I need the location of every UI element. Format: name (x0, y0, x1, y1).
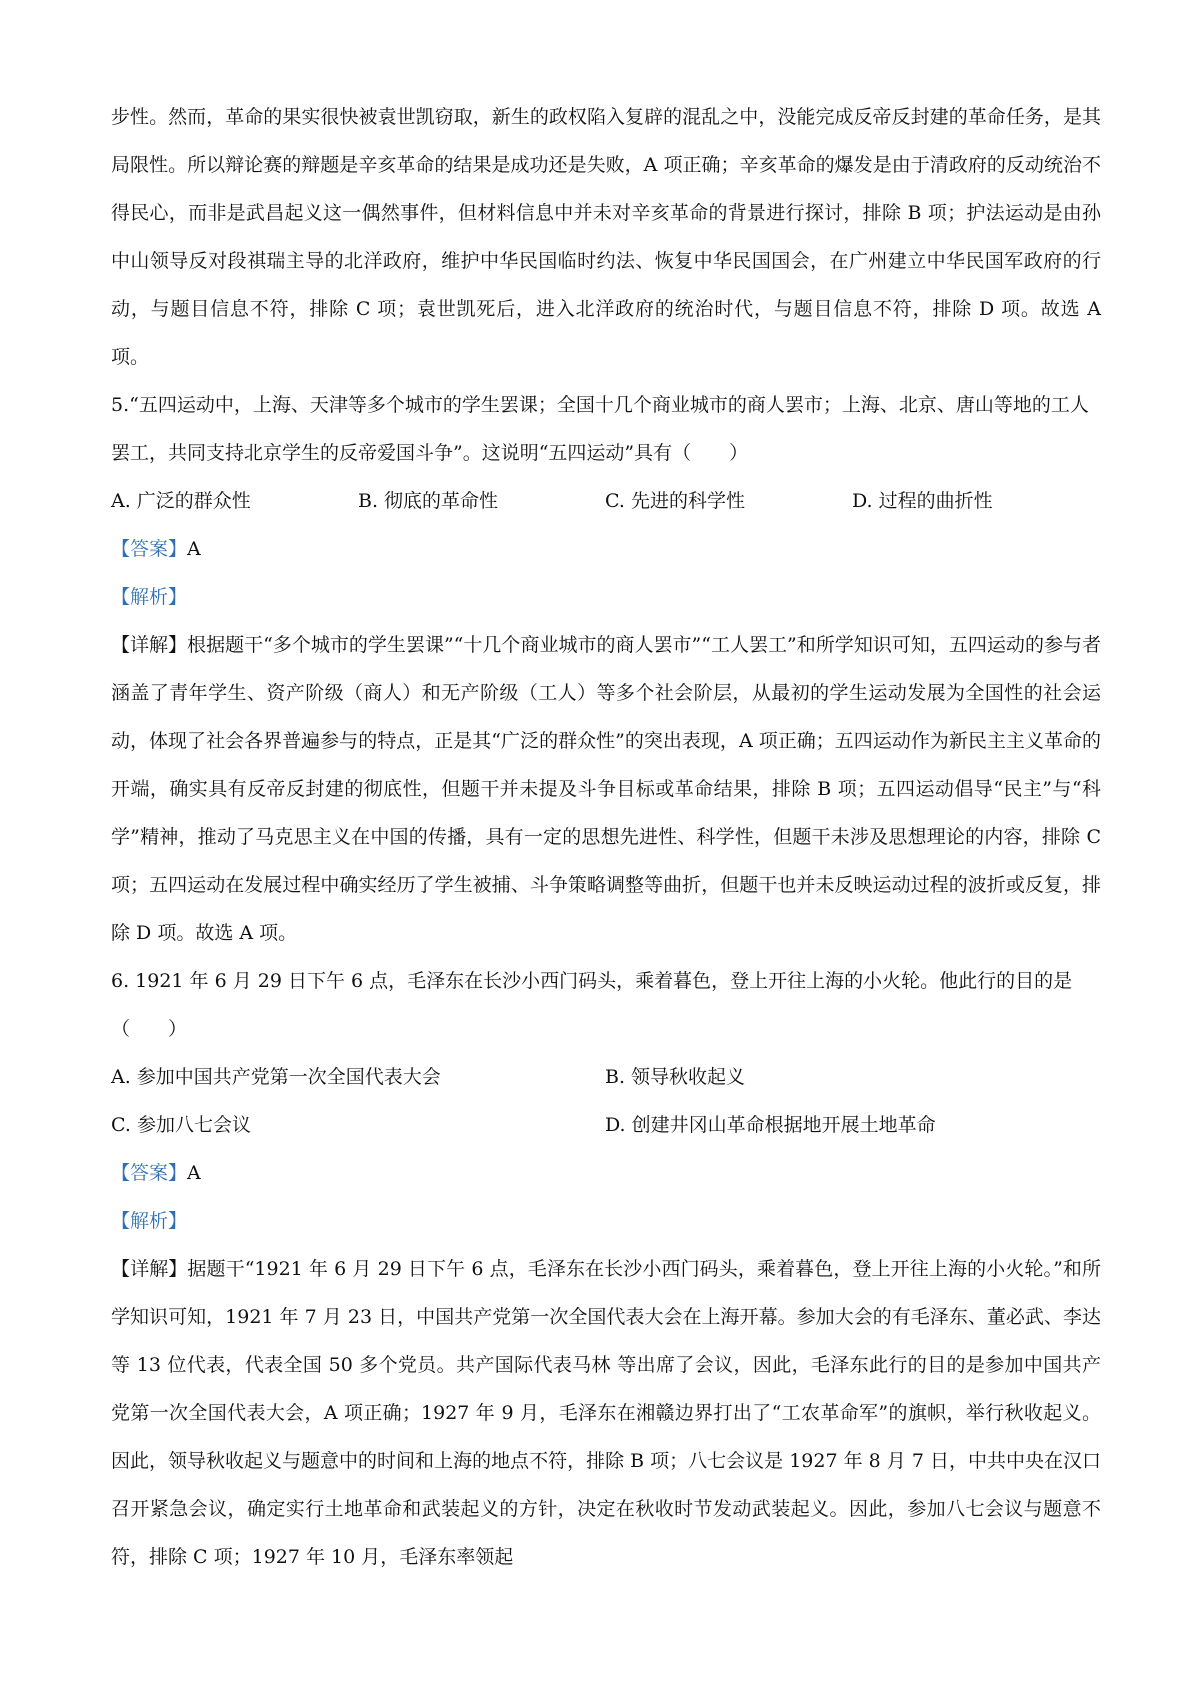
question-6-analysis-heading (111, 1197, 1101, 1245)
question-5-option-a: A. 广泛的群众性 (111, 490, 251, 512)
analysis-tag: 【解析】 (111, 1210, 188, 1232)
question-6-stem: 6. 1921 年 6 月 29 日下午 6 点，毛泽东在长沙小西门码头，乘着暮色，登上开往上海的小火轮。他此行的目的是（ ） (111, 970, 1073, 1040)
answer-tag: 【答案】 (111, 1162, 188, 1184)
answer-tag: 【答案】 (111, 538, 188, 560)
question-6-options-row-2 (111, 1101, 1101, 1149)
document-content (111, 93, 1101, 1581)
previous-explanation-paragraph: 步性。然而，革命的果实很快被袁世凯窃取，新生的政权陷入复辟的混乱之中，没能完成反帝反封建的革命任务，是其局限性。所以辩论赛的辩题是辛亥革命的结果是成功还是失败，A 项正确；辛亥革命的爆发是由于清政府的反动统治不得民心，而非是武昌起义这一偶然事件，但材料信息中并未对辛亥革命的背景进行探讨，排除 B 项；护法运动是由孙中山领导反对段祺瑞主导的北洋政府，维护中华民国临时约法、恢复中华民国国会，在广州建立中华民国军政府的行动，与题目信息不符，排除 C 项；袁世凯死后，进入北洋政府的统治时代，与题目信息不符，排除 D 项。故选 A 项。 (111, 106, 1101, 368)
question-6-option-b: B. 领导秋收起义 (605, 1066, 746, 1088)
question-6-option-d: D. 创建井冈山革命根据地开展土地革命 (605, 1114, 936, 1136)
answer-value: A (187, 1162, 201, 1184)
question-5-option-c: C. 先进的科学性 (605, 490, 745, 512)
question-5-stem: 5.“五四运动中，上海、天津等多个城市的学生罢课；全国十几个商业城市的商人罢市；上海、北京、唐山等地的工人罢工，共同支持北京学生的反帝爱国斗争”。这说明“五四运动”具有（ ） (111, 394, 1089, 464)
question-5-options (111, 477, 1101, 525)
question-6-options-row-1 (111, 1053, 1101, 1101)
question-5-detail: 【详解】根据题干“多个城市的学生罢课”“十几个商业城市的商人罢市”“工人罢工”和所学知识可知，五四运动的参与者涵盖了青年学生、资产阶级（商人）和无产阶级（工人）等多个社会阶层，从最初的学生运动发展为全国性的社会运动，体现了社会各界普遍参与的特点，正是其“广泛的群众性”的突出表现，A 项正确；五四运动作为新民主主义革命的开端，确实具有反帝反封建的彻底性，但题干并未提及斗争目标或革命结果，排除 B 项；五四运动倡导“民主”与“科学”精神，推动了马克思主义在中国的传播，具有一定的思想先进性、科学性，但题干未涉及思想理论的内容，排除 C 项；五四运动在发展过程中确实经历了学生被捕、斗争策略调整等曲折，但题干也并未反映运动过程的波折或反复，排除 D 项。故选 A 项。 (111, 634, 1101, 944)
question-6-option-c: C. 参加八七会议 (111, 1114, 251, 1136)
analysis-tag: 【解析】 (111, 586, 188, 608)
question-6-option-a: A. 参加中国共产党第一次全国代表大会 (111, 1066, 441, 1088)
question-5-analysis-heading (111, 573, 1101, 621)
question-5-answer (111, 525, 1101, 573)
answer-value: A (187, 538, 201, 560)
question-5-option-d: D. 过程的曲折性 (852, 490, 993, 512)
question-5-option-b: B. 彻底的革命性 (358, 490, 499, 512)
question-6-detail: 【详解】据题干“1921 年 6 月 29 日下午 6 点，毛泽东在长沙小西门码头，乘着暮色，登上开往上海的小火轮。”和所学知识可知，1921 年 7 月 23 日，中国共产党第一次全国代表大会在上海开幕。参加大会的有毛泽东、董必武、李达等 13 位代表，代表全国 50 多个党员。共产国际代表马林 等出席了会议，因此，毛泽东此行的目的是参加中国共产党第一次全国代表大会，A 项正确；1927 年 9 月，毛泽东在湘赣边界打出了“工农革命军”的旗帜，举行秋收起义。因此，领导秋收起义与题意中的时间和上海的地点不符，排除 B 项；八七会议是 1927 年 8 月 7 日，中共中央在汉口召开紧急会议，确定实行土地革命和武装起义的方针，决定在秋收时节发动武装起义。因此，参加八七会议与题意不符，排除 C 项；1927 年 10 月，毛泽东率领起 (111, 1258, 1101, 1568)
question-6-answer (111, 1149, 1101, 1197)
